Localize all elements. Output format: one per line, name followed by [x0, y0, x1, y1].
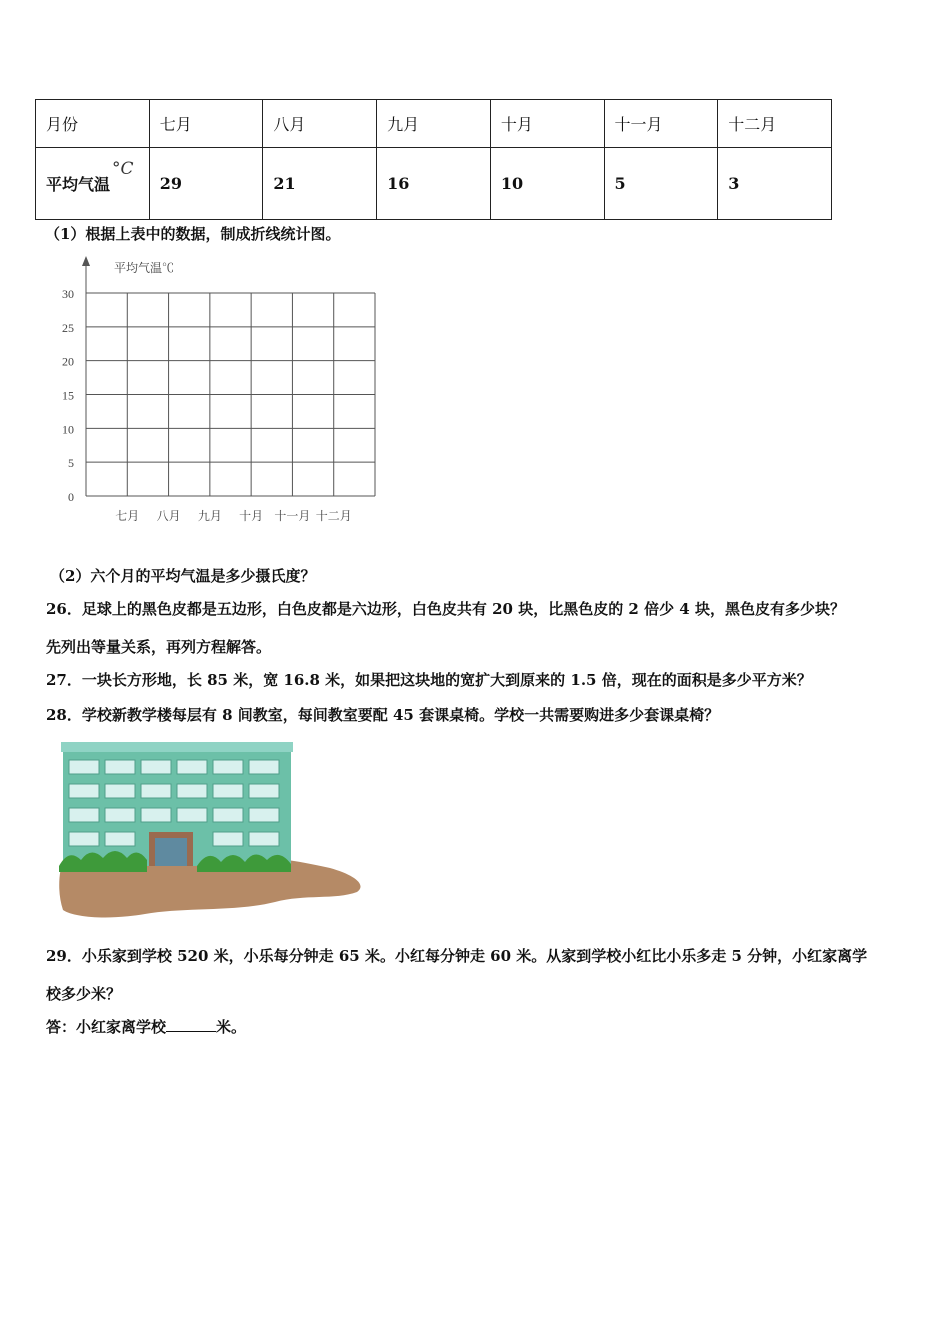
table-header-cell: 十一月 [604, 100, 718, 148]
building-window [177, 784, 207, 798]
x-tick-label: 九月 [197, 509, 222, 523]
building-window [105, 760, 135, 774]
building-window [105, 784, 135, 798]
question-29-continued: 校多少米？ [46, 985, 122, 1003]
line-chart-grid [40, 250, 400, 535]
building-window [105, 832, 135, 846]
question-26: 26．足球上的黑色皮都是五边形，白色皮都是六边形，白色皮共有 20 块，比黑色皮的 2 倍少 4 块，黑色皮有多少块？ [46, 600, 845, 618]
table-header-cell: 七月 [149, 100, 263, 148]
building-window [69, 808, 99, 822]
table-data-row [36, 148, 832, 220]
table-header-cell: 十月 [490, 100, 604, 148]
building-window [249, 832, 279, 846]
answer-suffix: 米。 [216, 1018, 247, 1036]
table-row-label-cell [36, 148, 150, 220]
question-25-part-2: （2）六个月的平均气温是多少摄氏度？ [50, 567, 316, 585]
building-window [69, 832, 99, 846]
y-tick-label: 5 [68, 456, 74, 471]
y-tick-label: 0 [68, 490, 74, 504]
y-tick-label: 25 [62, 320, 74, 335]
table-header-cell: 月份 [36, 100, 150, 148]
y-axis-arrow [82, 256, 90, 266]
building-roof [61, 742, 293, 752]
chart-layer [62, 256, 375, 523]
table-value-cell: 5 [604, 148, 718, 220]
building-window [177, 760, 207, 774]
question-28: 28．学校新教学楼每层有 8 间教室，每间教室要配 45 套课桌椅。学校一共需要购进多少套课桌椅？ [46, 706, 720, 724]
question-29-answer [46, 1017, 246, 1037]
building-window [177, 808, 207, 822]
x-tick-label: 十月 [239, 509, 264, 523]
table-header-row [36, 100, 832, 148]
temperature-table [35, 99, 832, 220]
building-window [213, 784, 243, 798]
table-value-cell: 10 [490, 148, 604, 220]
building-window [69, 784, 99, 798]
y-tick-label: 15 [62, 388, 74, 403]
question-26-instruction: 先列出等量关系，再列方程解答。 [46, 638, 272, 656]
row-label-wrap [46, 159, 134, 194]
building-window [249, 784, 279, 798]
building-window [105, 808, 135, 822]
building-window [213, 832, 243, 846]
y-tick-label: 10 [62, 422, 74, 437]
school-building-illustration [55, 742, 367, 924]
building-door-glass [155, 838, 187, 866]
question-25-part-1: （1）根据上表中的数据，制成折线统计图。 [45, 225, 341, 243]
building-window [249, 808, 279, 822]
table-header-cell: 十二月 [718, 100, 832, 148]
x-tick-label: 八月 [156, 509, 181, 523]
y-tick-label: 20 [62, 354, 74, 369]
question-29: 29．小乐家到学校 520 米，小乐每分钟走 65 米。小红每分钟走 60 米。从家到学校小红比小乐多走 5 分钟，小红家离学 [46, 947, 868, 965]
question-27: 27．一块长方形地，长 85 米，宽 16.8 米，如果把这块地的宽扩大到原来的 1.5 倍，现在的面积是多少平方米？ [46, 671, 812, 689]
answer-blank[interactable] [166, 1017, 216, 1032]
x-tick-label: 七月 [115, 509, 140, 523]
table-header-cell: 九月 [377, 100, 491, 148]
y-axis-label: 平均气温℃ [114, 261, 175, 275]
building-window [249, 760, 279, 774]
building-window [141, 760, 171, 774]
building-window [213, 808, 243, 822]
building-window [69, 760, 99, 774]
row-unit: °C [112, 159, 134, 179]
table-value-cell: 16 [377, 148, 491, 220]
y-tick-label: 30 [62, 287, 74, 301]
x-tick-label: 十二月 [315, 509, 352, 523]
x-tick-label: 十一月 [274, 509, 311, 523]
building-window [213, 760, 243, 774]
table-header-cell: 八月 [263, 100, 377, 148]
building-window [141, 808, 171, 822]
answer-prefix: 答：小红家离学校 [46, 1018, 167, 1036]
building-window [141, 784, 171, 798]
table-value-cell: 29 [149, 148, 263, 220]
table-value-cell: 3 [718, 148, 832, 220]
row-label: 平均气温 [46, 175, 111, 194]
table-value-cell: 21 [263, 148, 377, 220]
